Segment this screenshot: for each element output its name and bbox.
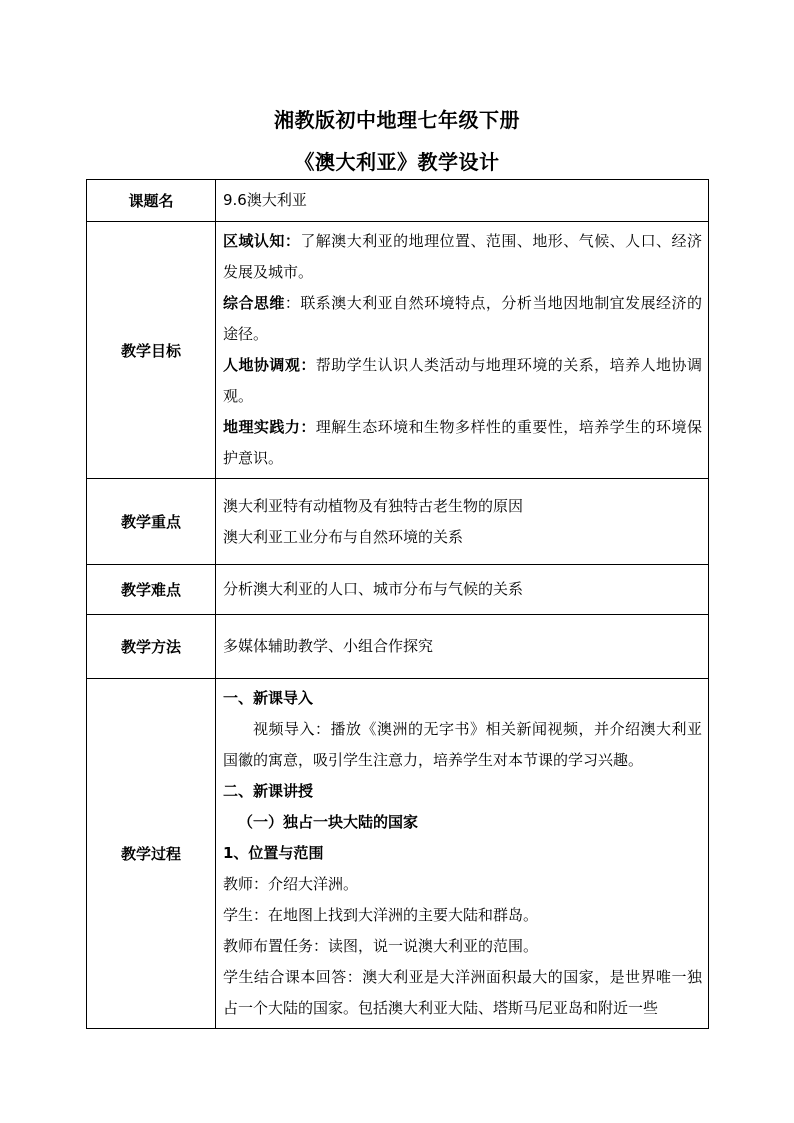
topic-value: 9.6澳大利亚 xyxy=(216,180,709,222)
key-points-content xyxy=(216,479,709,565)
objectives-row xyxy=(87,222,709,479)
objective-term: 区域认知： xyxy=(223,232,301,250)
objective-term: 综合思维 xyxy=(223,294,285,312)
objective-item xyxy=(223,288,702,350)
difficulties-row xyxy=(87,565,709,615)
objective-text: 了解澳大利亚的地理位置、范围、地形、气候、人口、经济发展及城市。 xyxy=(223,232,702,281)
process-row xyxy=(87,679,709,1029)
document-subtitle: 《澳大利亚》教学设计 xyxy=(294,150,500,174)
methods-content: 多媒体辅助教学、小组合作探究 xyxy=(216,615,709,679)
section-heading: 二、新课讲授 xyxy=(223,782,314,800)
key-points-row xyxy=(87,479,709,565)
process-label: 教学过程 xyxy=(87,679,216,1029)
difficulties-label: 教学难点 xyxy=(87,565,216,615)
objective-item xyxy=(223,412,702,474)
process-line: 教师布置任务：读图，说一说澳大利亚的范围。 xyxy=(223,937,539,955)
objective-term: 地理实践力： xyxy=(223,418,316,436)
objective-text: ：联系澳大利亚自然环境特点，分析当地因地制宜发展经济的途径。 xyxy=(223,294,702,343)
topic-label: 课题名 xyxy=(87,180,216,222)
process-content xyxy=(216,679,709,1029)
key-point-item: 澳大利亚特有动植物及有独特古老生物的原因 xyxy=(223,496,524,515)
lesson-plan-table xyxy=(86,179,709,1029)
subsection-heading: （一）独占一块大陆的国家 xyxy=(238,813,419,831)
objective-item xyxy=(223,350,702,412)
point-heading: 1、位置与范围 xyxy=(223,844,324,862)
key-points-label: 教学重点 xyxy=(87,479,216,565)
section-text: 视频导入：播放《澳洲的无字书》相关新闻视频，并介绍澳大利亚国徽的寓意，吸引学生注意力，培养学生对本节课的学习兴趣。 xyxy=(223,720,702,769)
section-heading: 一、新课导入 xyxy=(223,689,314,707)
key-point-item: 澳大利亚工业分布与自然环境的关系 xyxy=(223,527,464,546)
objective-term: 人地协调观： xyxy=(223,356,316,374)
objective-text: 理解生态环境和生物多样性的重要性，培养学生的环境保护意识。 xyxy=(223,418,702,467)
process-line: 学生：在地图上找到大洋洲的主要大陆和群岛。 xyxy=(223,906,539,924)
difficulties-content: 分析澳大利亚的人口、城市分布与气候的关系 xyxy=(216,565,709,615)
document-title: 湘教版初中地理七年级下册 xyxy=(274,108,520,132)
process-line: 教师：介绍大洋洲。 xyxy=(223,875,359,893)
objective-item xyxy=(223,226,702,288)
methods-label: 教学方法 xyxy=(87,615,216,679)
process-line: 学生结合课本回答：澳大利亚是大洋洲面积最大的国家，是世界唯一独占一个大陆的国家。包括澳大利亚大陆、塔斯马尼亚岛和附近一些 xyxy=(223,968,702,1017)
objective-text: 帮助学生认识人类活动与地理环境的关系，培养人地协调观。 xyxy=(223,356,702,405)
topic-row xyxy=(87,180,709,222)
objectives-content xyxy=(216,222,709,479)
objectives-label: 教学目标 xyxy=(87,222,216,479)
methods-row xyxy=(87,615,709,679)
